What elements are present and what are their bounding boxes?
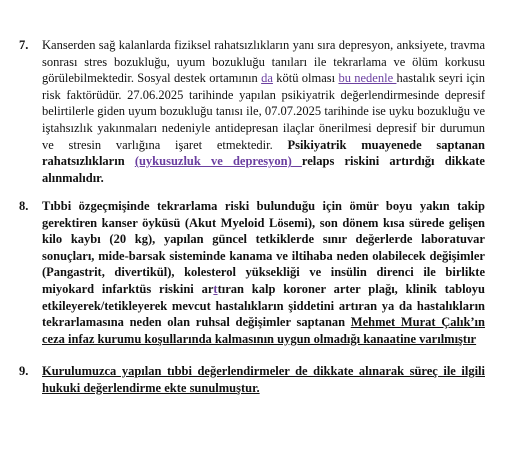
- text-run: Kanserden sağ kalanlarda fiziksel rahatsızlıkların yanı sıra depresyon, anksiyete, travma sonrası stres bozukluğu, uyum bozukluğu tanıları ile tekrarlama ve ölüm korkusu görülebilmektedir. Sosyal destek ortamının: [42, 38, 485, 86]
- text-run: Tıbbi özgeçmişinde tekrarlama riski bulunduğu için ömür boyu yakın takip gerektiren kanser öyküsü (Akut Myeloid Lösemi), son dönem kısa sürede gelişen kilo kaybı (20 kg), yapılan güncel tetkiklerde sınır değerlerde laboratuvar sonuçları, mide-barsak sisteminde kanama ve iltihaba neden olabilecek değişimler (Pangastrit, divertikül), kolesterol yüksekliği ve insülin direnci ile birlikte miyokard infarktüs riskini ar: [42, 199, 485, 296]
- item-number: 7.: [19, 38, 29, 52]
- bold-text: Psikiyatrik muayenede saptanan rahatsızlıkların: [42, 137, 485, 169]
- item-text: [42, 37, 485, 186]
- inserted-text: bu nedenle: [338, 71, 397, 86]
- bold-text: relaps riskini artırdığı dikkate alınmalıdır.: [42, 154, 485, 185]
- text-run: kötü olması: [272, 71, 339, 86]
- inserted-bold-text: (uykusuzluk ve depresyon): [134, 154, 302, 169]
- text-run: tıran kalp koroner arter plağı, klinik tabloyu etkileyerek/tetikleyerek mevcut hastalıkların şiddetini artıran ya da hastalıkların tekrarlamasına neden olan ruhsal değişimler saptanan: [42, 281, 485, 330]
- item-text: Kurulumuzca yapılan tıbbi değerlendirmeler de dikkate alınarak süreç ile ilgili hukuki değerlendirme ekte sunulmuştur.: [42, 364, 485, 395]
- text-run: hastalık seyri için risk faktörüdür. 27.06.2025 tarihinde yapılan psikiyatrik değerlendirmesinde depresif belirtilerle giden uyum bozukluğu tanısı ile, 07.07.2025 tarihinde ise uyku bozukluğu ve iştahsızlık yakınmaları nedeniyle antidepresan ilaçlar önerilmesi depresif bir durumun ve stresin varlığına işaret etmektedir.: [42, 71, 485, 152]
- item-text: [42, 198, 485, 347]
- item-number: 9.: [19, 364, 29, 378]
- underlined-text: Mehmet Murat Çalık’ın ceza infaz kurumu koşullarında kalmasının uygun olmadığı kanaatine varılmıştır: [42, 315, 485, 346]
- deleted-text: da: [261, 71, 273, 86]
- revision-mark: t: [213, 281, 218, 296]
- item-number: 8.: [19, 199, 29, 213]
